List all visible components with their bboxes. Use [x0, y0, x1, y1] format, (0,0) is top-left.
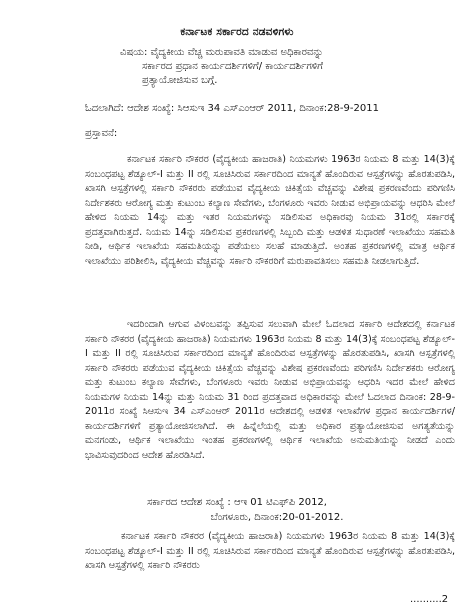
subject-line-1: ವಿಷಯ: ವೈದ್ಯಕೀಯ ವೆಚ್ಚ ಮರುಪಾವತಿ ಮಾಡುವ ಅಧಿಕಾರವನ್ನು: [120, 47, 324, 58]
subject-line-2: ಸರ್ಕಾರದ ಪ್ರಧಾನ ಕಾರ್ಯದರ್ಶಿಗಳಿಗೆ/ ಕಾರ್ಯದರ್ಶಿಗಳಿಗೆ: [142, 61, 323, 72]
subject-line-3: ಪ್ರತ್ಯಾಯೋಜಿಸುವ ಬಗ್ಗೆ.: [142, 75, 218, 86]
preamble-heading: ಪ್ರಸ್ತಾವನೆ:: [85, 128, 118, 139]
order-paragraph: ಕರ್ನಾಟಕ ಸರ್ಕಾರಿ ನೌಕರರ (ವೈದ್ಯಕೀಯ ಹಾಜರಾತಿ) ನಿಯಮಗಳು 1963ರ ನಿಯಮ 8 ಮತ್ತು 14(3)ಕ್ಕೆ ಸಂಬಂಧಪಟ್ಟ ಶೆಡ್ಯೂಲ್-I ಮತ್ತು II ರಲ್ಲಿ ಸೂಚಿಸಿರುವ ಸರ್ಕಾರದಿಂದ ಮಾನ್ಯತೆ ಹೊಂದಿರುವ ಆಸ್ಪತ್ರೆಗಳನ್ನು ಹೊರತುಪಡಿಸಿ, ಖಾಸಗಿ ಆಸ್ಪತ್ರೆಗಳಲ್ಲಿ ಸರ್ಕಾರಿ ನೌಕರರು: [85, 531, 455, 571]
government-order-block: [0, 495, 474, 525]
reference-line: ಓದಲಾಗಿದೆ: ಆದೇಶ ಸಂಖ್ಯೆ: ಸಿಆಸುಇ 34 ಎಸ್‌ಎಂಆರ್ 2011, ದಿನಾಂಕ:28-9-2011: [85, 103, 379, 114]
order-place-date: ಬೆಂಗಳೂರು, ದಿನಾಂಕ:20-01-2012.: [210, 512, 344, 523]
preamble-paragraph-2: ಇದರಿಂದಾಗಿ ಆಗುವ ವಿಳಂಬವನ್ನು ತಪ್ಪಿಸುವ ಸಲುವಾಗಿ ಮೇಲೆ ಓದಲಾದ ಸರ್ಕಾರಿ ಆದೇಶದಲ್ಲಿ ಕರ್ನಾಟಕ ಸರ್ಕಾರಿ ನೌಕರರ (ವೈದ್ಯಕೀಯ ಹಾಜರಾತಿ) ನಿಯಮಗಳು 1963ರ ನಿಯಮ 8 ಮತ್ತು 14(3)ಕ್ಕೆ ಸಂಬಂಧಪಟ್ಟ ಶೆಡ್ಯೂಲ್-I ಮತ್ತು II ರಲ್ಲಿ ಸೂಚಿಸಿರುವ ಸರ್ಕಾರದಿಂದ ಮಾನ್ಯತೆ ಹೊಂದಿರುವ ಆಸ್ಪತ್ರೆಗಳನ್ನು ಹೊರತುಪಡಿಸಿ, ಖಾಸಗಿ ಆಸ್ಪತ್ರೆಗಳಲ್ಲಿ ಸರ್ಕಾರಿ ನೌಕರರು ಪಡೆಯುವ ವೈದ್ಯಕೀಯ ಚಿಕಿತ್ಸೆಯ ವೆಚ್ಚವನ್ನು ವಿಶೇಷ ಪ್ರಕರಣವೆಂದು ಪರಿಗಣಿಸಿ ನಿರ್ದೇಶಕರು ಆರೋಗ್ಯ ಮತ್ತು ಕುಟುಂಬ ಕಲ್ಯಾಣ ಸೇವೆಗಳು, ಬೆಂಗಳೂರು ಇವರು ನೀಡುವ ಅಭಿಪ್ರಾಯವನ್ನು ಆಧರಿಸಿ ಇದರ ಮೇಲೆ ಹೇಳಿದ ನಿಯಮಗಳ ನಿಯಮ 14ನ್ನು ಮತ್ತು ನಿಯಮ 31 ರಿಂದ ಪ್ರದತ್ತವಾದ ಅಧಿಕಾರವನ್ನು ಮೇಲೆ ಓದಲಾದ ದಿನಾಂಕ: 28-9-2011ರ ಸಂಖ್ಯೆ ಸಿಆಸುಇ 34 ಎಸ್‌ಎಂಆರ್ 2011ರ ಆದೇಶದಲ್ಲಿ ಆಡಳಿತ ಇಲಾಖೆಗಳ ಪ್ರಧಾನ ಕಾರ್ಯದರ್ಶಿಗಳ/ಕಾರ್ಯದರ್ಶಿಗಳಿಗೆ ಪ್ರತ್ಯಾಯೋಜಿಸಲಾಗಿದೆ. ಈ ಹಿನ್ನೆಲೆಯಲ್ಲಿ ಮತ್ತು ಅಧಿಕಾರ ಪ್ರತ್ಯಾಯೋಜಿಸುವ ಅಗತ್ಯತೆಯನ್ನು ಮನಗಂಡು, ಆರ್ಥಿಕ ಇಲಾಖೆಯು ಇಂತಹ ಪ್ರಕರಣಗಳಲ್ಲಿ ಆರ್ಥಿಕ ಇಲಾಖೆಯ ಅನುಮತಿಯನ್ನು ನೀಡದೆ ಎಂದು ಭಾವಿಸುವುದರಿಂದ ಆದೇಶ ಹೊರಡಿಸಿದೆ.: [85, 319, 455, 461]
preamble-paragraph-1: ಕರ್ನಾಟಕ ಸರ್ಕಾರಿ ನೌಕರರ (ವೈದ್ಯಕೀಯ ಹಾಜರಾತಿ) ನಿಯಮಗಳು 1963ರ ನಿಯಮ 8 ಮತ್ತು 14(3)ಕ್ಕೆ ಸಂಬಂಧಪಟ್ಟ ಶೆಡ್ಯೂಲ್-I ಮತ್ತು II ರಲ್ಲಿ ಸೂಚಿಸಿರುವ ಸರ್ಕಾರದಿಂದ ಮಾನ್ಯತೆ ಹೊಂದಿರುವ ಆಸ್ಪತ್ರೆಗಳನ್ನು ಹೊರತುಪಡಿಸಿ, ಖಾಸಗಿ ಆಸ್ಪತ್ರೆಗಳಲ್ಲಿ ಸರ್ಕಾರಿ ನೌಕರರು ಪಡೆಯುವ ವೈದ್ಯಕೀಯ ಚಿಕಿತ್ಸೆಯ ವೆಚ್ಚವನ್ನು ವಿಶೇಷ ಪ್ರಕರಣವೆಂದು ಪರಿಗಣಿಸಿ ನಿರ್ದೇಶಕರು ಆರೋಗ್ಯ ಮತ್ತು ಕುಟುಂಬ ಕಲ್ಯಾಣ ಸೇವೆಗಳು, ಬೆಂಗಳೂರು ಇವರು ನೀಡುವ ಅಭಿಪ್ರಾಯವನ್ನು ಆಧರಿಸಿ ಮೇಲೆ ಹೇಳಿದ ನಿಯಮ 14ನ್ನು ಮತ್ತು ಇತರ ನಿಯಮಗಳನ್ನು ಸಡಿಲಿಸುವ ಅಧಿಕಾರವು ನಿಯಮ 31ರಲ್ಲಿ ಸರ್ಕಾರಕ್ಕೆ ಪ್ರದತ್ತವಾಗಿರುತ್ತದೆ. ನಿಯಮ 14ನ್ನು ಸಡಿಲಿಸುವ ಪ್ರಕರಣಗಳಲ್ಲಿ ಸಿಬ್ಬಂದಿ ಮತ್ತು ಆಡಳಿತ ಸುಧಾರಣೆ ಇಲಾಖೆಯು ಸಹಮತಿ ನೀಡಿ, ಆರ್ಥಿಕ ಇಲಾಖೆಯ ಸಹಮತಿಯನ್ನು ಪಡೆಯಲು ಸಲಹೆ ಮಾಡುತ್ತಿದೆ. ಅಂತಹ ಪ್ರಕರಣಗಳಲ್ಲಿ ಮಾತ್ರ ಆರ್ಥಿಕ ಇಲಾಖೆಯು ಪರಿಶೀಲಿಸಿ, ವೈದ್ಯಕೀಯ ವೆಚ್ಚವನ್ನು ಸರ್ಕಾರಿ ನೌಕರರಿಗೆ ಮರುಪಾವತಿಸಲು ಸಹಮತಿ ನೀಡಲಾಗುತ್ತಿದೆ.: [85, 154, 455, 267]
document-title: ಕರ್ನಾಟಕ ಸರ್ಕಾರದ ನಡವಳಿಗಳು: [180, 26, 294, 38]
order-number: ಸರ್ಕಾರದ ಆದೇಶ ಸಂಖ್ಯೆ : ಆಇ 01 ಟಿಎಫ್‌ಪಿ 2012,: [147, 497, 327, 508]
subject-block: [120, 46, 440, 88]
page-continuation-marker: ..........2: [410, 594, 449, 605]
